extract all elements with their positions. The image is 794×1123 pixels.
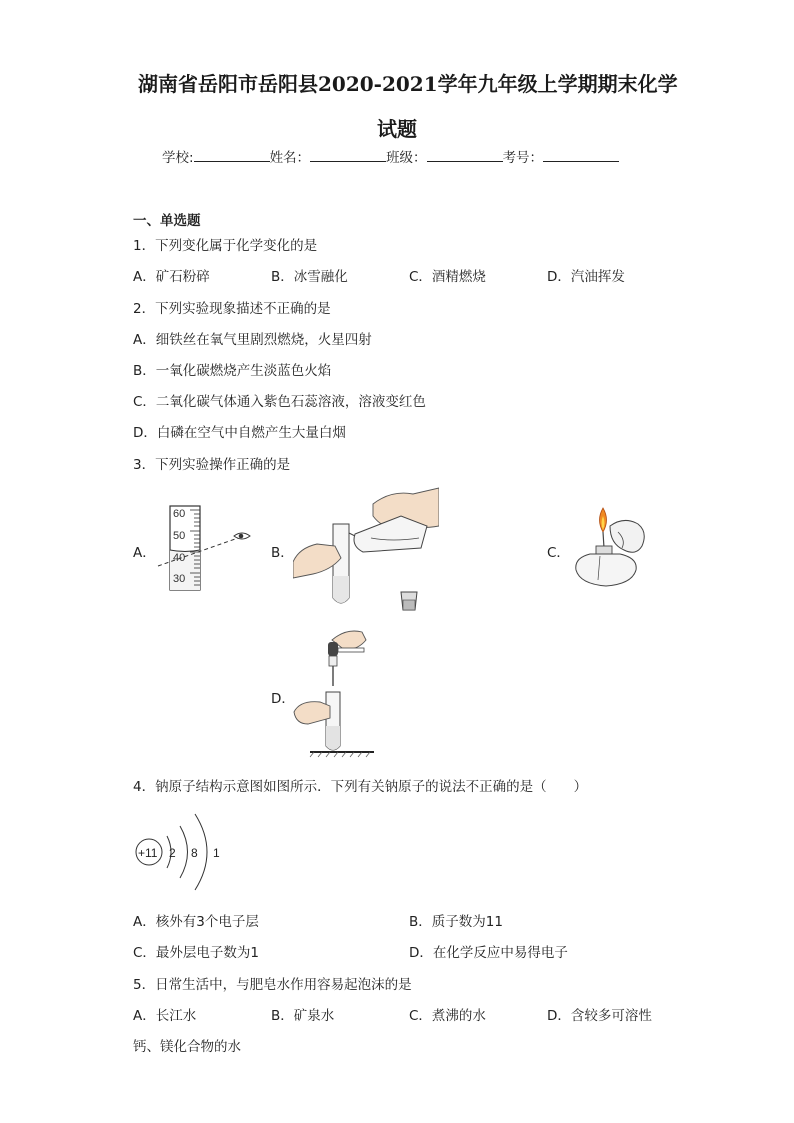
school-field[interactable] [194, 147, 270, 162]
nucleus-label: +11 [138, 846, 158, 860]
shell-1-count: 2 [169, 846, 176, 860]
q4-option-b[interactable]: B．质子数为11 [409, 914, 503, 930]
q3-label-a[interactable]: A． [133, 545, 156, 561]
q3-label-d[interactable]: D． [271, 691, 295, 707]
q2-stem: 2．下列实验现象描述不正确的是 [133, 301, 331, 317]
q1-stem: 1．下列变化属于化学变化的是 [133, 238, 318, 254]
q5-option-a[interactable]: A．长江水 [133, 1008, 197, 1024]
q3-label-c[interactable]: C． [547, 545, 570, 561]
q5-option-b[interactable]: B．矿泉水 [271, 1008, 335, 1024]
q5-option-d[interactable]: D．含较多可溶性 [547, 1008, 652, 1024]
q2-option-b[interactable]: B．一氧化碳燃烧产生淡蓝色火焰 [133, 363, 332, 379]
graduated-cylinder-illustration [150, 504, 262, 594]
page-title-line1: 湖南省岳阳市岳阳县2020-2021学年九年级上学期期末化学 [138, 72, 678, 96]
tick-label-30: 30 [173, 573, 186, 585]
q5-option-d-continuation: 钙、镁化合物的水 [133, 1039, 241, 1055]
tick-label-60: 60 [173, 508, 186, 520]
exam-no-field[interactable] [543, 147, 619, 162]
q4-option-a[interactable]: A．核外有3个电子层 [133, 914, 259, 930]
class-label: 班级： [386, 150, 427, 166]
shell-2-count: 8 [191, 846, 198, 860]
name-field[interactable] [310, 147, 386, 162]
section-heading: 一、单选题 [133, 213, 201, 229]
q4-option-c[interactable]: C．最外层电子数为1 [133, 945, 260, 961]
q2-option-d[interactable]: D．白磷在空气中自燃产生大量白烟 [133, 425, 346, 441]
dropper-illustration [290, 628, 376, 758]
q2-option-c[interactable]: C．二氧化碳气体通入紫色石蕊溶液，溶液变红色 [133, 394, 426, 410]
eye-icon [234, 533, 250, 539]
shell-3-count: 1 [213, 846, 220, 860]
class-field[interactable] [427, 147, 503, 162]
sodium-atom-diagram [133, 802, 229, 902]
q4-stem: 4．钠原子结构示意图如图所示．下列有关钠原子的说法不正确的是（ ） [133, 779, 588, 795]
q1-option-a[interactable]: A．矿石粉碎 [133, 269, 210, 285]
tick-label-50: 50 [173, 530, 186, 542]
exam-no-label: 考号： [502, 150, 544, 166]
q4-option-d[interactable]: D．在化学反应中易得电子 [409, 945, 568, 961]
q1-option-c[interactable]: C．酒精燃烧 [409, 269, 486, 285]
tick-label-40: 40 [173, 552, 186, 564]
name-label: 姓名： [269, 150, 311, 166]
q1-option-b[interactable]: B．冰雪融化 [271, 269, 348, 285]
page-title-line2: 试题 [377, 117, 417, 141]
q3-stem: 3．下列实验操作正确的是 [133, 457, 291, 473]
school-label: 学校: [162, 150, 194, 166]
q5-stem: 5．日常生活中，与肥皂水作用容易起泡沫的是 [133, 977, 412, 993]
pouring-liquid-illustration [293, 486, 439, 614]
q2-option-a[interactable]: A．细铁丝在氧气里剧烈燃烧，火星四射 [133, 332, 372, 348]
student-info-row [162, 146, 619, 166]
q5-option-c[interactable]: C．煮沸的水 [409, 1008, 486, 1024]
alcohol-lamp-illustration [570, 504, 660, 590]
q3-label-b[interactable]: B． [271, 545, 294, 561]
q1-option-d[interactable]: D．汽油挥发 [547, 269, 625, 285]
